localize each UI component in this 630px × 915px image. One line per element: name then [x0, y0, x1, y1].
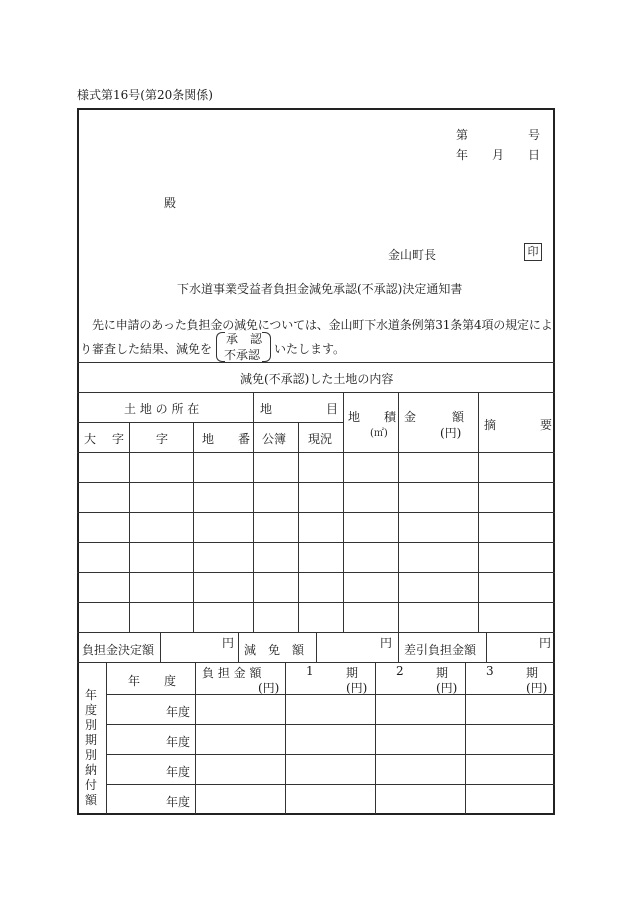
header-oaza-2: 字	[112, 432, 125, 446]
reduction-amount-label: 減 免 額	[244, 643, 305, 657]
header-amount-unit: (円)	[440, 426, 462, 440]
inst-header-amount-unit: (円)	[258, 681, 280, 695]
grid-line	[375, 662, 376, 814]
grid-line	[343, 392, 344, 632]
date-day: 日	[528, 148, 541, 162]
inst-header-p3-num: 3	[486, 664, 494, 678]
grid-line	[106, 724, 555, 725]
grid-line	[77, 662, 555, 663]
inst-row-label: 年度	[166, 765, 191, 779]
grid-line	[486, 632, 487, 662]
grid-line	[129, 422, 130, 632]
header-chiban: 地	[202, 432, 215, 446]
grid-line	[316, 632, 317, 662]
grid-line	[106, 784, 555, 785]
land-section-title: 減免(不承認)した土地の内容	[240, 372, 394, 386]
inst-header-p1-unit: (円)	[346, 681, 368, 695]
seal-mark: 印	[524, 243, 542, 261]
header-genkyo: 現況	[308, 432, 333, 446]
header-area-unit: (㎡)	[370, 428, 388, 439]
choice-approve: 承 認	[226, 332, 263, 346]
grid-line	[160, 632, 161, 662]
grid-line	[77, 482, 555, 483]
grid-line	[77, 422, 343, 423]
header-chimoku: 地	[260, 402, 273, 416]
grid-line	[465, 662, 466, 814]
header-oaza: 大	[84, 432, 97, 446]
grid-line	[478, 392, 479, 632]
inst-header-p3-unit: (円)	[526, 681, 548, 695]
doc-number-dai: 第	[456, 128, 469, 142]
choice-disapprove: 不承認	[224, 348, 261, 362]
decided-amount-unit: 円	[222, 636, 235, 650]
header-remarks-2: 要	[540, 418, 553, 432]
grid-line	[285, 662, 286, 814]
form-label: 様式第16号(第20条関係)	[77, 88, 213, 102]
inst-header-p3-ki: 期	[526, 666, 539, 680]
grid-line	[77, 572, 555, 573]
installments-side-label: 年度別期別納付額	[84, 688, 97, 807]
mayor-label: 金山町長	[388, 248, 437, 262]
header-location: 土 地 の 所 在	[124, 402, 200, 416]
document-title: 下水道事業受益者負担金減免承認(不承認)決定通知書	[177, 282, 463, 296]
header-chimoku-2: 目	[326, 402, 339, 416]
grid-line	[77, 362, 555, 363]
inst-header-p1-num: 1	[306, 664, 314, 678]
grid-line	[106, 694, 555, 695]
grid-line	[77, 542, 555, 543]
grid-line	[398, 392, 399, 632]
doc-number-go: 号	[528, 128, 541, 142]
inst-header-amount: 負 担 金 額	[202, 666, 262, 680]
inst-header-nendo-2: 度	[164, 674, 177, 688]
net-amount-label: 差引負担金額	[404, 643, 477, 657]
header-amount: 金 額	[404, 410, 465, 424]
inst-row-label: 年度	[166, 705, 191, 719]
net-amount-unit: 円	[539, 636, 552, 650]
inst-header-nendo: 年	[128, 674, 141, 688]
grid-line	[106, 754, 555, 755]
inst-header-p2-num: 2	[396, 664, 404, 678]
header-kobo: 公簿	[262, 432, 287, 446]
grid-line	[298, 422, 299, 632]
header-remarks: 摘	[484, 418, 497, 432]
inst-header-p1-ki: 期	[346, 666, 359, 680]
date-year: 年	[456, 148, 469, 162]
inst-header-p2-unit: (円)	[436, 681, 458, 695]
grid-line	[195, 662, 196, 814]
date-month: 月	[492, 148, 505, 162]
header-area: 地 積	[348, 410, 397, 424]
form-frame	[77, 108, 555, 815]
choice-bracket-right	[262, 332, 271, 362]
grid-line	[398, 632, 399, 662]
inst-header-p2-ki: 期	[436, 666, 449, 680]
reduction-amount-unit: 円	[380, 636, 393, 650]
inst-row-label: 年度	[166, 795, 191, 809]
body-line-2: り審査した結果、減免を	[80, 342, 213, 356]
grid-line	[77, 392, 555, 393]
body-line-2-end: いたします。	[274, 342, 346, 356]
grid-line	[106, 662, 107, 814]
header-chiban-2: 番	[238, 432, 251, 446]
grid-line	[77, 512, 555, 513]
grid-line	[193, 422, 194, 632]
decided-amount-label: 負担金決定額	[82, 643, 155, 657]
addressee-suffix: 殿	[164, 196, 177, 210]
grid-line	[77, 602, 555, 603]
body-line-1: 先に申請のあった負担金の減免については、金山町下水道条例第31条第4項の規定によ	[92, 318, 553, 332]
grid-line	[253, 392, 254, 632]
inst-row-label: 年度	[166, 735, 191, 749]
grid-line	[238, 632, 239, 662]
header-aza: 字	[156, 432, 169, 446]
grid-line	[77, 452, 555, 453]
